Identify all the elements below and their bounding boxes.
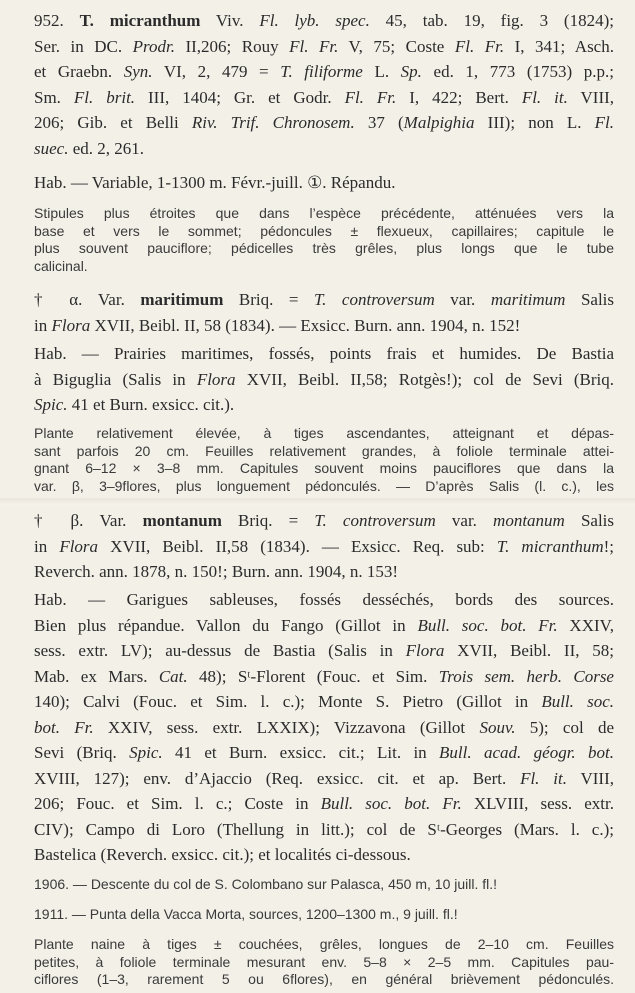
variety-beta: † β. Var. montanum Briq. = T. controversum var. montanum Salis in Flora XVII, Beibl. II,58 (1834). — Exsicc. Req. sub: T. micranthum!; Reverch. ann. 1878, n. 150!; Burn. ann. 1904, n. 153!: [34, 511, 615, 581]
variety-beta-name: montanum: [142, 511, 222, 530]
species-name: T. micranthum: [79, 11, 201, 30]
heading-line-2: Ser. in DC. Prodr. II,206; Rouy Fl. Fr. V, 75; Coste Fl. Fr. I, 341; Asch.: [34, 36, 614, 56]
note-main: Stipules plus étroites que dans l’espèce précédente, atténuées vers la base et vers le sommet; pédoncules ± flexueux, capillaires; capitule le plus souvent pauciflore; pédicelles très grêles, plus longs que le tube calicinal.: [34, 205, 614, 274]
observation-1906: 1906. — Descente du col de S. Colombano sur Palasca, 450 m, 10 juill. fl.!: [34, 876, 498, 892]
habitat-beta: Hab. — Garigues sableuses, fossés desséchés, bords des sources. Bien plus répandue. Vallon du Fango (Gillot in Bull. soc. bot. Fr. XXIV, sess. extr. LV); au-dessus de Bastia (Salis in Flora XVII, Beibl. II, 58; Mab. ex Mars. Cat. 48); Sᵗ-Florent (Fouc. et Sim. Trois sem. herb. Corse 140); Calvi (Fouc. et Sim. l. c.); Monte S. Pietro (Gillot in Bull. soc. bot. Fr. XXIV, sess. extr. LXXIX); Vizzavona (Gillot Souv. 5); col de Sevi (Briq. Spic. 41 et Burn. exsicc. cit.; Lit. in Bull. acad. géogr. bot. XVIII, 127); env. d’Ajaccio (Req. exsicc. cit. et ap. Bert. Fl. it. VIII, 206; Fouc. et Sim. l. c.; Coste in Bull. soc. bot. Fr. XLVIII, sess. extr. CIV); Campo di Loro (Thellung in litt.); col de Sᵗ-Georges (Mars. l. c.); Bastelica (Reverch. exsicc. cit.); et localités ci-dessous.: [34, 590, 615, 864]
heading-line-3: et Graebn. Syn. VI, 2, 479 = T. filiforme L. Sp. ed. 1, 773 (1753) p.p.;: [34, 62, 614, 81]
heading-line-4: Sm. Fl. brit. III, 1404; Gr. et Godr. Fl. Fr. I, 422; Bert. Fl. it. VIII,: [34, 87, 615, 107]
variety-alpha: † α. Var. maritimum Briq. = T. controversum var. maritimum Salis in Flora XVII, Beibl. II, 58 (1834). — Exsicc. Burn. ann. 1904, n. 152!: [34, 290, 614, 335]
species-heading: [18, 8, 614, 161]
heading-line-6: suec. ed. 2, 261.: [34, 138, 145, 158]
heading-line-1: 952. T. micranthum Viv. Fl. lyb. spec. 45, tab. 19, fig. 3 (1824);: [34, 11, 614, 30]
observation-1911: 1911. — Punta della Vacca Morta, sources, 1200–1300 m., 9 juill. fl.!: [34, 906, 458, 922]
habitat-main: Hab. — Variable, 1-1300 m. Févr.-juill. ①. Répandu.: [34, 173, 396, 192]
note-beta: Plante naine à tiges ± couchées, grêles, longues de 2–10 cm. Feuilles petites, à foliole terminale mesurant env. 5–8 × 2–5 mm. Capitules pau- ciflores (1–3, rarement 5 ou 6flores), en général brièvement pédonculés.: [34, 936, 614, 987]
scan-seam: [0, 498, 635, 506]
note-alpha: Plante relativement élevée, à tiges ascendantes, atteignant et dépas- sant parfois 20 cm. Feuilles relativement grandes, à foliole terminale attei- gnant 6–12 × 3–8 mm. Capitules souvent moins pauciflores que dans la var. β, 3–9flores, plus longuement pédonculés. — D’après Salis (l. c.), les: [34, 425, 614, 494]
habitat-alpha: Hab. — Prairies maritimes, fossés, points frais et humides. De Bastia à Biguglia (Salis in Flora XVII, Beibl. II,58; Rotgès!); col de Sevi (Briq. Spic. 41 et Burn. exsicc. cit.).: [34, 344, 614, 414]
variety-alpha-name: maritimum: [140, 290, 224, 309]
heading-line-5: 206; Gib. et Belli Riv. Trif. Chronosem. 37 (Malpighia III); non L. Fl.: [34, 113, 614, 132]
